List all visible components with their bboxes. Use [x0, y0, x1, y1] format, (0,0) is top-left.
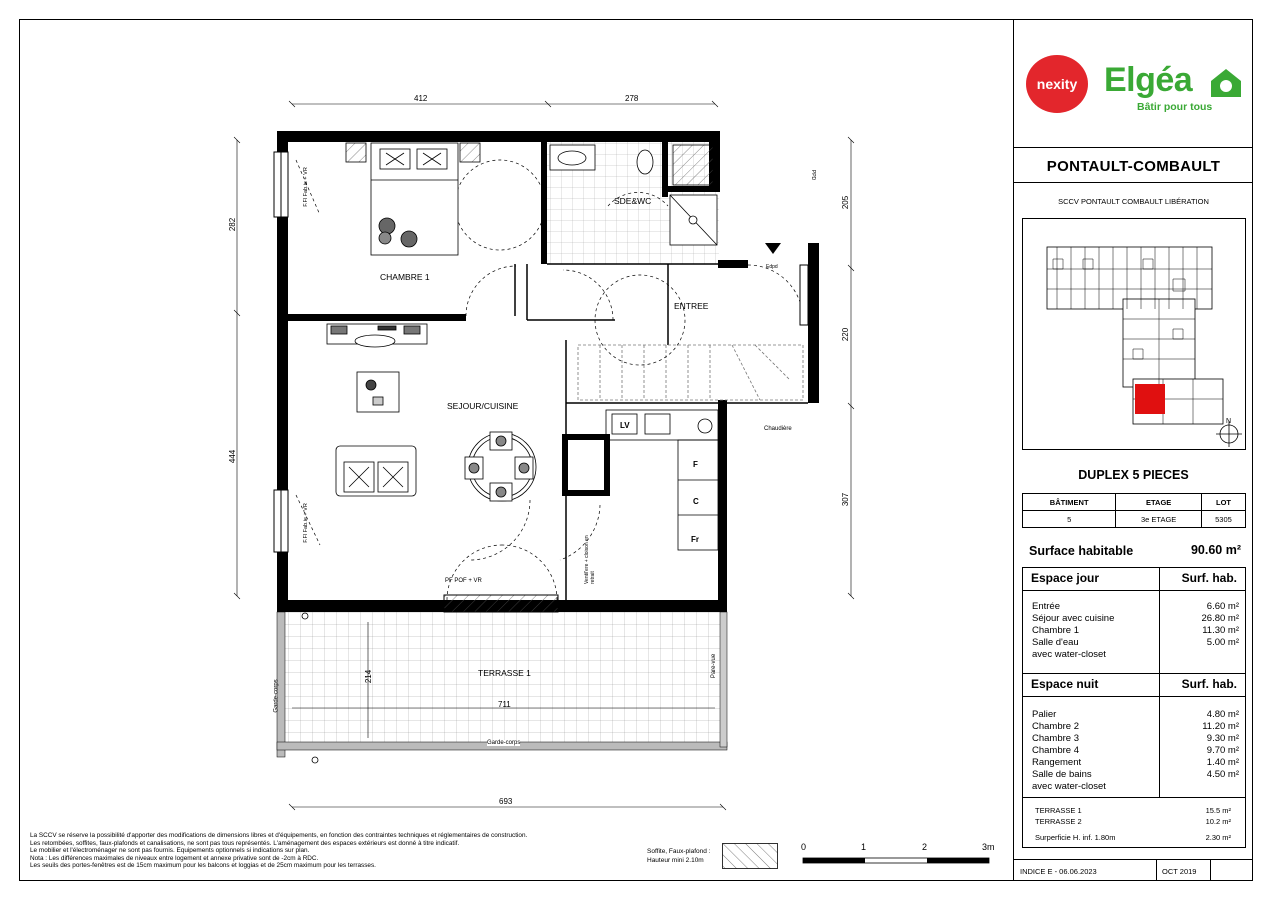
- espace-nuit-list: [1032, 709, 1106, 793]
- espace-nuit-values: [1202, 709, 1239, 781]
- room-name: Chambre 1: [1032, 625, 1079, 636]
- dim-307: 307: [841, 492, 851, 507]
- label-pfpf-vr: PF POF + VR: [445, 578, 482, 584]
- brand-tagline: Bâtir pour tous: [1137, 101, 1213, 113]
- legal-notes: [30, 832, 527, 870]
- dining-table: [465, 432, 536, 501]
- label-window-2: F.Fl Fab.ie + VR: [302, 503, 309, 543]
- room-value: 4.80 m²: [1206, 709, 1239, 720]
- room-value: 26.80 m²: [1201, 613, 1239, 624]
- label-ventilation: Ventil'ere + cloison en retrait: [584, 535, 596, 584]
- info-panel: [1013, 19, 1253, 881]
- room-value: 6.60 m²: [1206, 601, 1239, 612]
- room-name: Entrée: [1032, 601, 1060, 612]
- room-value: 9.70 m²: [1206, 745, 1239, 756]
- note-line: La SCCV se réserve la possibilité d'apporter des modifications de dimensions libres et d'équipements, en fonction des contraintes techniques et réglementaires de construction.: [30, 832, 528, 839]
- espace-jour-values: [1202, 601, 1240, 649]
- val-etage: 3e ETAGE: [1116, 511, 1202, 528]
- room-name: Palier: [1032, 709, 1057, 720]
- note-line: Nota : Les différences maximales de niveaux entre logement et annexe privative sont de -2cm à RDC.: [30, 854, 319, 862]
- room-name: Séjour avec cuisine: [1032, 613, 1115, 624]
- scale-1: 1: [861, 842, 867, 852]
- scale-2: 2: [922, 842, 928, 852]
- espace-jour-col: Surf. hab.: [1181, 571, 1237, 585]
- dim-412: 412: [414, 94, 428, 103]
- svg-text:N: N: [1226, 418, 1232, 425]
- footer-index: INDICE E - 06.06.2023: [1020, 867, 1097, 876]
- partitions: [515, 264, 808, 600]
- ext-value: 2.30 m²: [1205, 833, 1231, 842]
- val-batiment: 5: [1023, 511, 1116, 528]
- legend-soffite: Soffite, Faux-plafond :: [647, 848, 711, 855]
- val-lot: 5305: [1201, 511, 1245, 528]
- dim-693: 693: [499, 797, 513, 806]
- room-name: avec water-closet: [1032, 649, 1106, 660]
- ext-name: TERRASSE 2: [1035, 817, 1082, 826]
- site-plan: [1023, 219, 1245, 449]
- exterior-list: [1035, 805, 1115, 843]
- bed: [346, 143, 480, 255]
- scale-0: 0: [801, 842, 807, 852]
- dim-220: 220: [841, 327, 851, 342]
- nexity-logo-text: nexity: [1036, 76, 1078, 92]
- room-value: 4.50 m²: [1206, 769, 1239, 780]
- legend-hatch-box: [722, 843, 778, 869]
- label-pare-vue: Pare-vue: [711, 653, 718, 679]
- label-cooker: C: [693, 497, 699, 506]
- dim-444: 444: [228, 449, 238, 464]
- col-lot: LOT: [1201, 494, 1245, 511]
- entry-arrow: [765, 243, 781, 254]
- label-garde-corps-left: Garde-corps: [273, 679, 280, 713]
- espace-jour-title: Espace jour: [1031, 571, 1100, 585]
- divider: [1014, 182, 1253, 183]
- espace-nuit-title: Espace nuit: [1031, 677, 1099, 691]
- room-value: 11.30 m²: [1202, 625, 1239, 636]
- coffee-table: [357, 372, 399, 412]
- label-edpd: Edpd: [766, 264, 778, 270]
- unit-table: [1022, 493, 1246, 528]
- brand-name: Elgéa: [1104, 61, 1193, 99]
- dim-282: 282: [228, 217, 238, 232]
- kitchen: [606, 410, 718, 550]
- room-sejour: SEJOUR/CUISINE: [447, 401, 519, 411]
- room-sdewc: SDE&WC: [614, 196, 652, 206]
- room-value: 1.40 m²: [1206, 757, 1239, 768]
- ext-name: TERRASSE 1: [1035, 806, 1082, 815]
- surface-label: Surface habitable: [1029, 544, 1134, 558]
- divider: [1014, 147, 1253, 148]
- exterior-values: [1206, 805, 1231, 843]
- label-window-1: F.Fl Fab.ie + VR: [302, 167, 309, 207]
- room-name: Rangement: [1032, 757, 1082, 768]
- room-name: Chambre 2: [1032, 721, 1079, 732]
- label-freezer: Fr: [691, 535, 699, 544]
- room-value: 5.00 m²: [1206, 637, 1239, 648]
- label-ppd: PPD: [810, 169, 817, 181]
- label-chaudiere: Chaudière: [764, 426, 792, 432]
- surface-value: 90.60 m²: [1190, 543, 1241, 557]
- room-name: avec water-closet: [1032, 781, 1106, 792]
- ext-value: 15.5 m²: [1205, 806, 1231, 815]
- room-value: 11.20 m²: [1202, 721, 1239, 732]
- scale-bar: [800, 855, 995, 867]
- dim-205: 205: [841, 195, 851, 210]
- company-name: SCCV PONTAULT COMBAULT LIBÉRATION: [1058, 197, 1209, 206]
- dim-214: 214: [364, 669, 374, 684]
- nexity-logo: [1026, 55, 1088, 113]
- room-name: Salle d'eau: [1032, 637, 1079, 648]
- label-lv: LV: [620, 421, 630, 430]
- unit-type: DUPLEX 5 PIECES: [1078, 468, 1189, 482]
- room-terrasse: TERRASSE 1: [478, 668, 531, 678]
- room-chambre1: CHAMBRE 1: [380, 272, 430, 282]
- staircase: [578, 345, 803, 400]
- room-name: Chambre 3: [1032, 733, 1079, 744]
- city-title: PONTAULT-COMBAULT: [1046, 158, 1221, 175]
- room-entree: ENTREE: [674, 301, 709, 311]
- dim-278: 278: [625, 94, 639, 103]
- key-plan: [1022, 218, 1246, 450]
- ext-value: 10.2 m²: [1205, 817, 1231, 826]
- espace-jour-list: [1032, 601, 1114, 661]
- scale-3m: 3m: [982, 842, 995, 852]
- note-line: Les retombées, soffites, faux-plafonds et canalisations, ne sont pas tous représentés. L'aménagement des espaces extérieurs est donné à titre indicatif.: [30, 839, 460, 847]
- espace-nuit-col: Surf. hab.: [1181, 677, 1237, 691]
- room-value: 9.30 m²: [1206, 733, 1239, 744]
- espace-nuit-box: [1022, 673, 1246, 848]
- note-line: Les seuils des portes-fenêtres est de 15cm maximum pour les balcons et loggias et de 25cm maximum pour les terrasses.: [30, 862, 376, 870]
- divider: [1014, 859, 1253, 860]
- room-name: Chambre 4: [1032, 745, 1079, 756]
- legend-hauteur: Hauteur mini 2.10m: [647, 857, 704, 864]
- dim-711: 711: [498, 700, 511, 709]
- ext-name: Surperficie H. inf. 1.80m: [1035, 833, 1116, 842]
- tv-unit: [327, 324, 427, 347]
- sofa: [336, 446, 416, 496]
- room-name: Salle de bains: [1032, 769, 1092, 780]
- house-icon: [1209, 67, 1243, 99]
- label-fridge: F: [693, 460, 698, 469]
- col-etage: ETAGE: [1116, 494, 1202, 511]
- note-line: Le mobilier et l'électroménager ne sont pas fournis. Equipements optionnels si indications sur plan.: [30, 847, 310, 855]
- label-garde-corps-bottom: Garde-corps: [487, 740, 521, 746]
- footer-date: OCT 2019: [1162, 867, 1197, 876]
- col-batiment: BÂTIMENT: [1023, 494, 1116, 511]
